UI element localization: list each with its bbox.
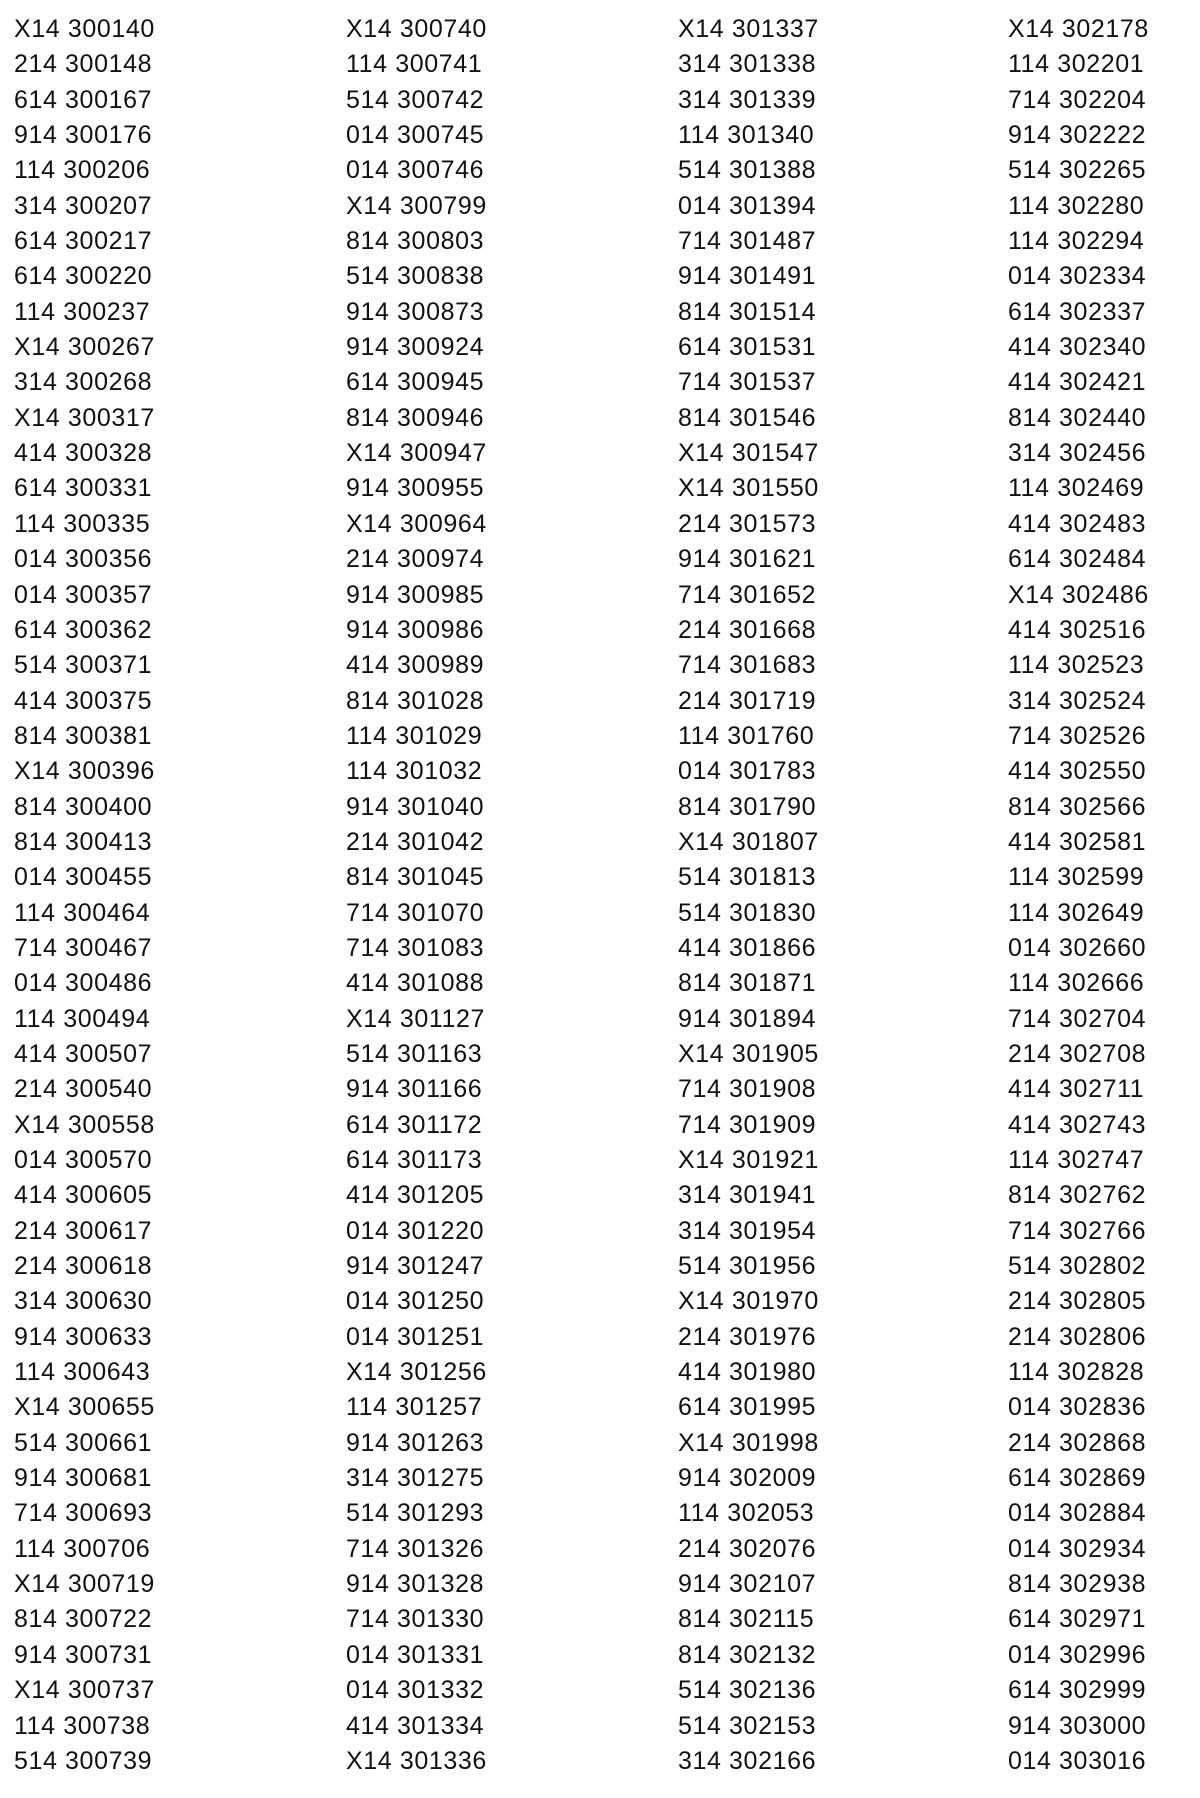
list-item: 714 301330 [346,1605,485,1634]
list-item: 714 301537 [678,368,817,397]
list-item: 414 302421 [1008,368,1147,397]
list-item: 314 301339 [678,85,817,114]
list-item: 014 303016 [1008,1746,1147,1775]
list-item: 514 300371 [14,651,153,680]
list-item: 214 301668 [678,615,817,644]
list-item: 514 300739 [14,1746,153,1775]
list-item: 114 301257 [346,1393,483,1422]
list-item: 114 300494 [14,1004,151,1033]
list-item: 814 301790 [678,792,817,821]
list-item: 014 301783 [678,757,817,786]
list-item: 914 302107 [678,1570,817,1599]
list-item: 014 300356 [14,545,153,574]
list-item: 014 302996 [1008,1640,1147,1669]
list-item: X14 300947 [346,439,487,468]
list-item: 714 301083 [346,933,485,962]
list-item: 814 302938 [1008,1570,1147,1599]
list-item: 414 300375 [14,686,153,715]
list-item: 414 300605 [14,1181,153,1210]
list-item: 714 301908 [678,1075,817,1104]
list-item: X14 300799 [346,191,487,220]
list-item: X14 300737 [14,1676,155,1705]
list-item: 714 301909 [678,1110,817,1139]
list-item: 414 302581 [1008,827,1147,856]
list-item: 614 301531 [678,333,817,362]
list-item: 414 302483 [1008,509,1147,538]
list-item: 514 301388 [678,156,817,185]
list-item: X14 300267 [14,333,155,362]
list-item: 014 300570 [14,1146,153,1174]
list-item: X14 301807 [678,827,819,856]
list-item: 014 300745 [346,121,485,150]
list-item: 614 302999 [1008,1676,1147,1705]
list-item: 014 301251 [346,1322,485,1351]
list-item: 014 302660 [1008,933,1147,962]
list-item: 514 301163 [346,1039,483,1068]
list-item: 514 302136 [678,1676,817,1705]
list-item: 914 300924 [346,333,485,362]
list-item: 214 300540 [14,1075,153,1104]
list-item: 114 302828 [1008,1358,1145,1387]
list-item: 714 300467 [14,933,153,962]
list-item: 914 300681 [14,1464,153,1493]
list-item: 814 301028 [346,686,485,715]
list-item: 114 300643 [14,1358,151,1387]
list-item: X14 300396 [14,757,155,786]
list-item: 614 301172 [346,1110,483,1139]
list-item: 614 300220 [14,262,153,291]
list-item: 014 302934 [1008,1534,1147,1563]
list-item: X14 301336 [346,1746,487,1775]
list-item: X14 301970 [678,1287,819,1316]
list-item: 214 302708 [1008,1039,1147,1068]
list-item: 614 300331 [14,474,153,503]
list-item: 014 301394 [678,191,817,220]
list-item: X14 301337 [678,15,819,43]
list-item: 214 301042 [346,827,485,856]
list-item: 114 300335 [14,509,151,538]
list-item: 914 301894 [678,1004,817,1033]
list-item: 614 300167 [14,85,153,114]
list-item: 214 302806 [1008,1322,1147,1351]
list-item: 214 301719 [678,686,817,715]
number-column-2 [346,12,546,1779]
list-item: 414 301205 [346,1181,485,1210]
list-item: 414 301866 [678,933,817,962]
list-item: 614 302869 [1008,1464,1147,1493]
list-item: X14 302178 [1008,15,1149,43]
list-item: 814 300722 [14,1605,153,1634]
list-item: 114 302280 [1008,191,1145,220]
list-item: 514 302802 [1008,1252,1147,1281]
list-item: 114 300237 [14,297,151,326]
list-item: 314 301338 [678,50,817,79]
list-item: 014 302334 [1008,262,1147,291]
list-item: 514 301293 [346,1499,485,1528]
list-item: X14 301550 [678,474,819,503]
list-item: 914 300633 [14,1322,153,1351]
list-item: 814 300400 [14,792,153,821]
list-item: 614 300945 [346,368,485,397]
list-item: 614 302971 [1008,1605,1147,1634]
list-item: 714 302766 [1008,1216,1147,1245]
list-item: 414 302340 [1008,333,1147,362]
list-item: 014 300455 [14,863,153,892]
list-item: X14 300740 [346,15,487,43]
list-item: 414 301980 [678,1358,817,1387]
list-item: 014 300486 [14,969,153,998]
number-column-1 [14,12,214,1779]
list-item: 114 302599 [1008,863,1145,892]
list-item: X14 300317 [14,403,155,432]
list-item: 414 300989 [346,651,485,680]
list-item: 114 302523 [1008,651,1145,680]
list-item: 514 301956 [678,1252,817,1281]
list-item: 414 300328 [14,439,153,468]
list-item: X14 300558 [14,1110,155,1139]
list-item: 814 301871 [678,969,817,998]
list-item: X14 301905 [678,1039,819,1068]
list-item: 114 302053 [678,1499,815,1528]
list-item: 214 300618 [14,1252,153,1281]
list-item: 714 302526 [1008,721,1147,750]
list-item: 814 300413 [14,827,153,856]
list-item: 114 301760 [678,721,815,750]
list-item: X14 301256 [346,1358,487,1387]
list-item: 314 301941 [678,1181,817,1210]
list-item: 114 302747 [1008,1146,1145,1174]
list-item: 914 303000 [1008,1711,1147,1740]
list-item: 814 301045 [346,863,485,892]
list-item: 114 301032 [346,757,483,786]
list-item: 514 301813 [678,863,817,892]
list-item: X14 301547 [678,439,819,468]
list-item: 614 301995 [678,1393,817,1422]
list-item: 114 302649 [1008,898,1145,927]
list-item: 214 300148 [14,50,153,79]
list-item: 314 302524 [1008,686,1147,715]
list-item: 114 302201 [1008,50,1145,79]
list-item: 614 300362 [14,615,153,644]
number-column-3 [678,12,878,1779]
list-item: 214 301573 [678,509,817,538]
list-item: 914 301247 [346,1252,485,1281]
list-item: 414 302516 [1008,615,1147,644]
list-item: 814 302132 [678,1640,817,1669]
list-item: 914 301263 [346,1428,485,1457]
list-item: 214 302076 [678,1534,817,1563]
list-item: 314 300630 [14,1287,153,1316]
list-item: 714 301683 [678,651,817,680]
list-item: 014 301250 [346,1287,485,1316]
list-item: 714 302704 [1008,1004,1147,1033]
list-item: 314 300268 [14,368,153,397]
list-item: 114 302666 [1008,969,1145,998]
list-item: 314 302166 [678,1746,817,1775]
list-item: X14 301921 [678,1146,819,1174]
list-item: 114 300741 [346,50,483,79]
list-item: 314 301275 [346,1464,485,1493]
list-item: 414 301334 [346,1711,485,1740]
list-item: 014 301220 [346,1216,485,1245]
list-item: X14 300719 [14,1570,155,1599]
list-item: 514 300838 [346,262,485,291]
list-item: 514 300661 [14,1428,153,1457]
list-item: 814 300946 [346,403,485,432]
list-item: 214 302868 [1008,1428,1147,1457]
list-item: 614 301173 [346,1146,483,1174]
list-item: 914 302222 [1008,121,1147,150]
list-item: 314 300207 [14,191,153,220]
list-item: 114 300206 [14,156,151,185]
list-item: 814 302115 [678,1605,815,1634]
list-item: 914 301328 [346,1570,485,1599]
list-item: 814 302762 [1008,1181,1147,1210]
list-item: 414 302550 [1008,757,1147,786]
list-item: 114 300738 [14,1711,151,1740]
list-item: 014 300746 [346,156,485,185]
list-item: 714 300693 [14,1499,153,1528]
list-item: 814 301546 [678,403,817,432]
list-item: 514 302265 [1008,156,1147,185]
list-item: X14 301127 [346,1004,485,1033]
list-item: 514 302153 [678,1711,817,1740]
list-item: 414 302743 [1008,1110,1147,1139]
list-item: 414 302711 [1008,1075,1145,1104]
list-item: 314 302456 [1008,439,1147,468]
list-item: 714 301326 [346,1534,485,1563]
list-item: 814 300803 [346,227,485,256]
list-item: 314 301954 [678,1216,817,1245]
list-item: 914 300985 [346,580,485,609]
list-item: 514 301830 [678,898,817,927]
list-item: 214 302805 [1008,1287,1147,1316]
list-item: 614 302484 [1008,545,1147,574]
list-item: 014 301331 [346,1640,485,1669]
list-item: 014 302836 [1008,1393,1147,1422]
list-item: X14 300140 [14,15,155,43]
list-item: 914 300873 [346,297,485,326]
list-item: 014 300357 [14,580,153,609]
list-item: 914 301040 [346,792,485,821]
list-item: 914 301491 [678,262,817,291]
list-item: X14 301998 [678,1428,819,1457]
list-item: 914 300986 [346,615,485,644]
list-item: 814 302566 [1008,792,1147,821]
list-item: 114 300464 [14,898,151,927]
list-item: 914 302009 [678,1464,817,1493]
list-item: 414 300507 [14,1039,153,1068]
list-item: 114 301340 [678,121,815,150]
list-item: 814 301514 [678,297,817,326]
list-item: 114 302469 [1008,474,1145,503]
list-item: X14 300964 [346,509,487,538]
list-item: 914 301166 [346,1075,483,1104]
list-item: 114 302294 [1008,227,1145,256]
list-item: 514 300742 [346,85,485,114]
list-item: 114 301029 [346,721,483,750]
list-item: 414 301088 [346,969,485,998]
list-item: 614 302337 [1008,297,1147,326]
number-column-4 [1008,12,1200,1779]
list-item: 914 300176 [14,121,153,150]
list-item: 114 300706 [14,1534,151,1563]
list-item: 214 300974 [346,545,485,574]
list-item: 914 300955 [346,474,485,503]
list-item: X14 300655 [14,1393,155,1422]
list-item: 614 300217 [14,227,153,256]
list-item: 814 300381 [14,721,153,750]
list-item: 814 302440 [1008,403,1147,432]
list-item: 014 302884 [1008,1499,1147,1528]
list-item: 214 301976 [678,1322,817,1351]
list-item: 014 301332 [346,1676,485,1705]
list-item: 214 300617 [14,1216,153,1245]
list-item: 714 302204 [1008,85,1147,114]
list-item: 714 301070 [346,898,485,927]
list-item: 714 301652 [678,580,817,609]
list-item: X14 302486 [1008,580,1149,609]
list-item: 914 301621 [678,545,817,574]
list-item: 914 300731 [14,1640,153,1669]
list-item: 714 301487 [678,227,817,256]
